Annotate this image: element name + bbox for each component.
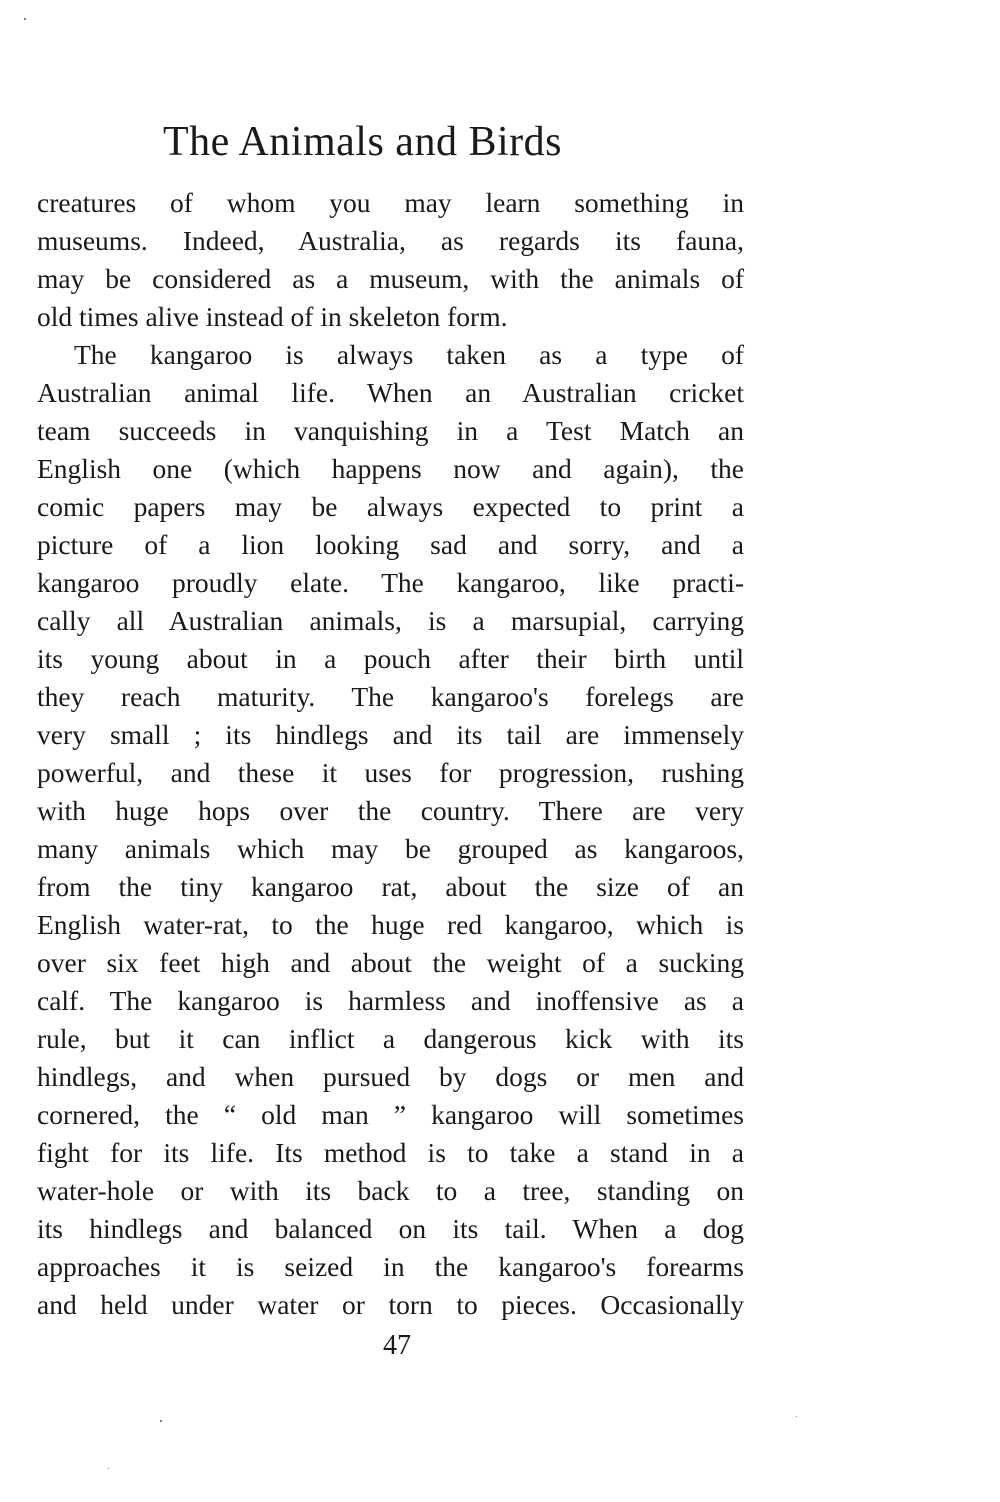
text-line: museums. Indeed, Australia, as regards its fauna, <box>37 225 744 256</box>
text-line: English one (which happens now and again), the <box>37 453 744 484</box>
text-line: kangaroo proudly elate. The kangaroo, like practi- <box>37 567 744 598</box>
text-line: comic papers may be always expected to print a <box>37 491 744 522</box>
text-line: water-hole or with its back to a tree, standing on <box>37 1175 744 1206</box>
print-speck <box>160 1420 162 1422</box>
text-line: many animals which may be grouped as kangaroos, <box>37 833 744 864</box>
print-speck <box>796 1416 797 1417</box>
text-line: may be considered as a museum, with the animals of <box>37 263 744 294</box>
text-line: they reach maturity. The kangaroo's forelegs are <box>37 681 744 712</box>
page-number: 47 <box>383 1330 411 1361</box>
text-line: creatures of whom you may learn something in <box>37 187 744 218</box>
text-line: hindlegs, and when pursued by dogs or men and <box>37 1061 744 1092</box>
text-line: with huge hops over the country. There are very <box>37 795 744 826</box>
text-line: English water-rat, to the huge red kangaroo, which is <box>37 909 744 940</box>
text-line: Australian animal life. When an Australian cricket <box>37 377 744 408</box>
text-line: from the tiny kangaroo rat, about the size of an <box>37 871 744 902</box>
text-line: cornered, the “ old man ” kangaroo will sometimes <box>37 1099 744 1130</box>
text-line: very small ; its hindlegs and its tail are immensely <box>37 719 744 750</box>
text-line: picture of a lion looking sad and sorry, and a <box>37 529 744 560</box>
text-line: old times alive instead of in skeleton form. <box>37 301 508 332</box>
text-line: The kangaroo is always taken as a type of <box>74 339 744 370</box>
text-line: calf. The kangaroo is harmless and inoffensive as a <box>37 985 744 1016</box>
text-line: and held under water or torn to pieces. Occasionally <box>37 1289 744 1320</box>
text-line: cally all Australian animals, is a marsupial, carrying <box>37 605 744 636</box>
text-line: team succeeds in vanquishing in a Test Match an <box>37 415 744 446</box>
text-line: over six feet high and about the weight of a sucking <box>37 947 744 978</box>
page-body <box>37 184 744 1324</box>
text-line: its hindlegs and balanced on its tail. When a dog <box>37 1213 744 1244</box>
text-line: rule, but it can inflict a dangerous kick with its <box>37 1023 744 1054</box>
print-speck <box>108 1468 109 1469</box>
print-speck <box>24 18 26 20</box>
running-title: The Animals and Birds <box>163 119 562 165</box>
text-line: its young about in a pouch after their birth until <box>37 643 744 674</box>
text-line: approaches it is seized in the kangaroo's forearms <box>37 1251 744 1282</box>
text-line: powerful, and these it uses for progression, rushing <box>37 757 744 788</box>
text-line: fight for its life. Its method is to take a stand in a <box>37 1137 744 1168</box>
